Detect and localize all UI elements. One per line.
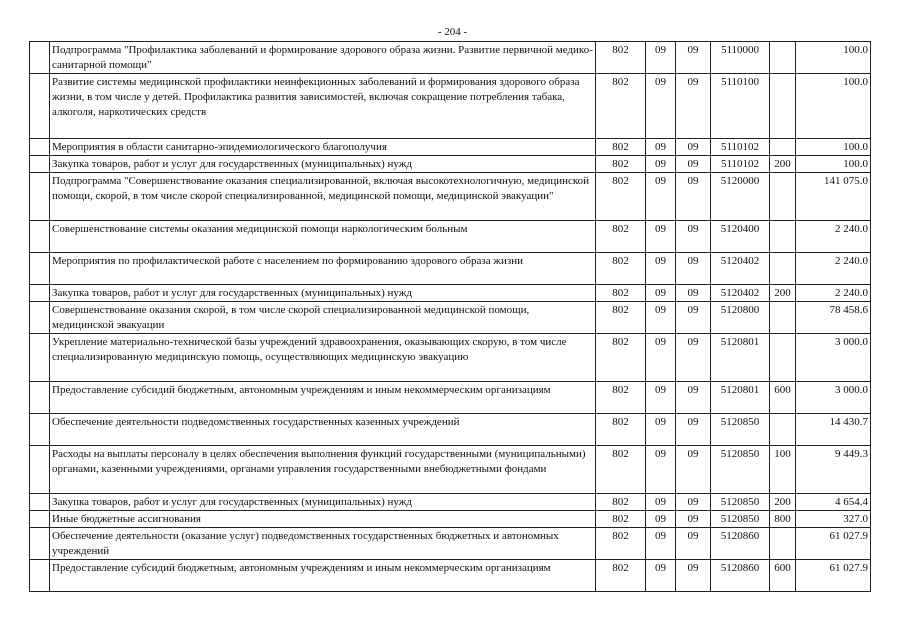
- row-name: Закупка товаров, работ и услуг для государственных (муниципальных) нужд: [50, 494, 596, 511]
- row-vr: 200: [770, 285, 796, 302]
- table-row: [30, 285, 871, 302]
- row-vr: 800: [770, 511, 796, 528]
- row-vr: [770, 173, 796, 221]
- row-vr: 200: [770, 156, 796, 173]
- row-csr: 5120850: [711, 414, 770, 446]
- row-csr: 5120000: [711, 173, 770, 221]
- row-csr: 5110102: [711, 139, 770, 156]
- row-rz: 09: [646, 173, 676, 221]
- page-number: - 204 -: [437, 26, 468, 38]
- row-vr: [770, 42, 796, 74]
- row-pr: 09: [676, 42, 711, 74]
- row-pr: 09: [676, 139, 711, 156]
- row-name: Подпрограмма "Совершенствование оказания специализированной, включая высокотехнологичную, медицинской помощи, скорой, в том числе скорой специализированной, медицинской помощи, медицинской эвакуации": [50, 173, 596, 221]
- row-csr: 5120850: [711, 494, 770, 511]
- row-rz: 09: [646, 528, 676, 560]
- row-name: Закупка товаров, работ и услуг для государственных (муниципальных) нужд: [50, 285, 596, 302]
- row-csr: 5110000: [711, 42, 770, 74]
- row-name: Обеспечение деятельности (оказание услуг) подведомственных государственных бюджетных и автономных учреждений: [50, 528, 596, 560]
- row-index-cell: [30, 494, 50, 511]
- row-name: Предоставление субсидий бюджетным, автономным учреждениям и иным некоммерческим организациям: [50, 382, 596, 414]
- row-amount: 78 458.6: [796, 302, 871, 334]
- row-csr: 5110102: [711, 156, 770, 173]
- table-row: [30, 42, 871, 74]
- row-name: Мероприятия в области санитарно-эпидемиологического благополучия: [50, 139, 596, 156]
- row-vr: [770, 302, 796, 334]
- row-index-cell: [30, 285, 50, 302]
- row-amount: 100.0: [796, 74, 871, 139]
- table-row: [30, 414, 871, 446]
- table-row: [30, 221, 871, 253]
- budget-table: [29, 41, 871, 592]
- row-index-cell: [30, 221, 50, 253]
- table-row: [30, 253, 871, 285]
- row-rz: 09: [646, 560, 676, 592]
- row-pr: 09: [676, 285, 711, 302]
- row-amount: 3 000.0: [796, 382, 871, 414]
- row-pr: 09: [676, 528, 711, 560]
- row-pr: 09: [676, 302, 711, 334]
- row-csr: 5110100: [711, 74, 770, 139]
- row-pr: 09: [676, 173, 711, 221]
- table-row: [30, 74, 871, 139]
- row-pr: 09: [676, 74, 711, 139]
- row-rz: 09: [646, 253, 676, 285]
- row-name: Укрепление материально-технической базы учреждений здравоохранения, оказывающих скорую, в том числе специализированную медицинскую помощь, осуществляющих медицинскую эвакуацию: [50, 334, 596, 382]
- row-amount: 61 027.9: [796, 528, 871, 560]
- row-amount: 141 075.0: [796, 173, 871, 221]
- row-vr: [770, 528, 796, 560]
- table-row: [30, 446, 871, 494]
- row-csr: 5120402: [711, 285, 770, 302]
- row-name: Предоставление субсидий бюджетным, автономным учреждениям и иным некоммерческим организациям: [50, 560, 596, 592]
- row-name: Обеспечение деятельности подведомственных государственных казенных учреждений: [50, 414, 596, 446]
- row-rz: 09: [646, 156, 676, 173]
- row-vr: [770, 139, 796, 156]
- table-row: [30, 173, 871, 221]
- row-pr: 09: [676, 414, 711, 446]
- table-row: [30, 302, 871, 334]
- row-csr: 5120801: [711, 382, 770, 414]
- row-index-cell: [30, 74, 50, 139]
- row-name: Подпрограмма "Профилактика заболеваний и формирование здорового образа жизни. Развитие первичной медико-санитарной помощи": [50, 42, 596, 74]
- table-row: [30, 528, 871, 560]
- row-vr: 100: [770, 446, 796, 494]
- row-ved: 802: [596, 285, 646, 302]
- row-amount: 9 449.3: [796, 446, 871, 494]
- row-rz: 09: [646, 302, 676, 334]
- row-index-cell: [30, 334, 50, 382]
- row-ved: 802: [596, 253, 646, 285]
- row-ved: 802: [596, 221, 646, 253]
- row-amount: 14 430.7: [796, 414, 871, 446]
- row-index-cell: [30, 253, 50, 285]
- row-index-cell: [30, 156, 50, 173]
- row-index-cell: [30, 511, 50, 528]
- row-rz: 09: [646, 42, 676, 74]
- row-ved: 802: [596, 446, 646, 494]
- row-rz: 09: [646, 446, 676, 494]
- row-ved: 802: [596, 156, 646, 173]
- row-amount: 2 240.0: [796, 221, 871, 253]
- row-csr: 5120400: [711, 221, 770, 253]
- row-pr: 09: [676, 156, 711, 173]
- row-vr: [770, 221, 796, 253]
- row-name: Развитие системы медицинской профилактики неинфекционных заболеваний и формирования здорового образа жизни, в том числе у детей. Профилактика развития зависимостей, включая сокращение потребления табака, алкоголя, наркотических средств: [50, 74, 596, 139]
- row-amount: 2 240.0: [796, 285, 871, 302]
- row-index-cell: [30, 560, 50, 592]
- row-ved: 802: [596, 173, 646, 221]
- row-amount: 3 000.0: [796, 334, 871, 382]
- row-amount: 61 027.9: [796, 560, 871, 592]
- table-row: [30, 494, 871, 511]
- table-row: [30, 334, 871, 382]
- row-csr: 5120801: [711, 334, 770, 382]
- table-row: [30, 156, 871, 173]
- row-ved: 802: [596, 528, 646, 560]
- row-amount: 100.0: [796, 42, 871, 74]
- row-pr: 09: [676, 253, 711, 285]
- row-name: Иные бюджетные ассигнования: [50, 511, 596, 528]
- row-rz: 09: [646, 414, 676, 446]
- row-name: Закупка товаров, работ и услуг для государственных (муниципальных) нужд: [50, 156, 596, 173]
- row-rz: 09: [646, 74, 676, 139]
- row-ved: 802: [596, 414, 646, 446]
- row-csr: 5120850: [711, 446, 770, 494]
- row-index-cell: [30, 173, 50, 221]
- row-csr: 5120860: [711, 560, 770, 592]
- row-ved: 802: [596, 382, 646, 414]
- row-name: Совершенствование оказания скорой, в том числе скорой специализированной медицинской помощи, медицинской эвакуации: [50, 302, 596, 334]
- row-ved: 802: [596, 139, 646, 156]
- row-vr: [770, 414, 796, 446]
- row-amount: 327.0: [796, 511, 871, 528]
- table-row: [30, 560, 871, 592]
- row-amount: 100.0: [796, 156, 871, 173]
- row-rz: 09: [646, 139, 676, 156]
- row-pr: 09: [676, 334, 711, 382]
- row-csr: 5120800: [711, 302, 770, 334]
- row-ved: 802: [596, 511, 646, 528]
- row-amount: 2 240.0: [796, 253, 871, 285]
- row-ved: 802: [596, 494, 646, 511]
- row-pr: 09: [676, 446, 711, 494]
- row-index-cell: [30, 42, 50, 74]
- row-vr: [770, 74, 796, 139]
- row-index-cell: [30, 139, 50, 156]
- row-rz: 09: [646, 511, 676, 528]
- row-name: Мероприятия по профилактической работе с населением по формированию здорового образа жизни: [50, 253, 596, 285]
- row-index-cell: [30, 382, 50, 414]
- table-row: [30, 511, 871, 528]
- row-rz: 09: [646, 382, 676, 414]
- row-rz: 09: [646, 494, 676, 511]
- row-pr: 09: [676, 511, 711, 528]
- row-ved: 802: [596, 42, 646, 74]
- row-rz: 09: [646, 334, 676, 382]
- row-index-cell: [30, 446, 50, 494]
- row-index-cell: [30, 528, 50, 560]
- row-amount: 100.0: [796, 139, 871, 156]
- row-vr: 200: [770, 494, 796, 511]
- row-index-cell: [30, 302, 50, 334]
- row-vr: 600: [770, 560, 796, 592]
- row-pr: 09: [676, 494, 711, 511]
- row-vr: [770, 334, 796, 382]
- row-rz: 09: [646, 285, 676, 302]
- row-ved: 802: [596, 302, 646, 334]
- row-csr: 5120402: [711, 253, 770, 285]
- row-vr: [770, 253, 796, 285]
- row-rz: 09: [646, 221, 676, 253]
- row-csr: 5120850: [711, 511, 770, 528]
- row-name: Совершенствование системы оказания медицинской помощи наркологическим больным: [50, 221, 596, 253]
- row-csr: 5120860: [711, 528, 770, 560]
- table-row: [30, 382, 871, 414]
- row-pr: 09: [676, 560, 711, 592]
- row-ved: 802: [596, 334, 646, 382]
- row-amount: 4 654.4: [796, 494, 871, 511]
- row-pr: 09: [676, 382, 711, 414]
- row-index-cell: [30, 414, 50, 446]
- table-row: [30, 139, 871, 156]
- row-ved: 802: [596, 560, 646, 592]
- row-name: Расходы на выплаты персоналу в целях обеспечения выполнения функций государственными (муниципальными) органами, казенными учреждениями, органами управления государственными внебюджетными фондами: [50, 446, 596, 494]
- row-vr: 600: [770, 382, 796, 414]
- row-pr: 09: [676, 221, 711, 253]
- row-ved: 802: [596, 74, 646, 139]
